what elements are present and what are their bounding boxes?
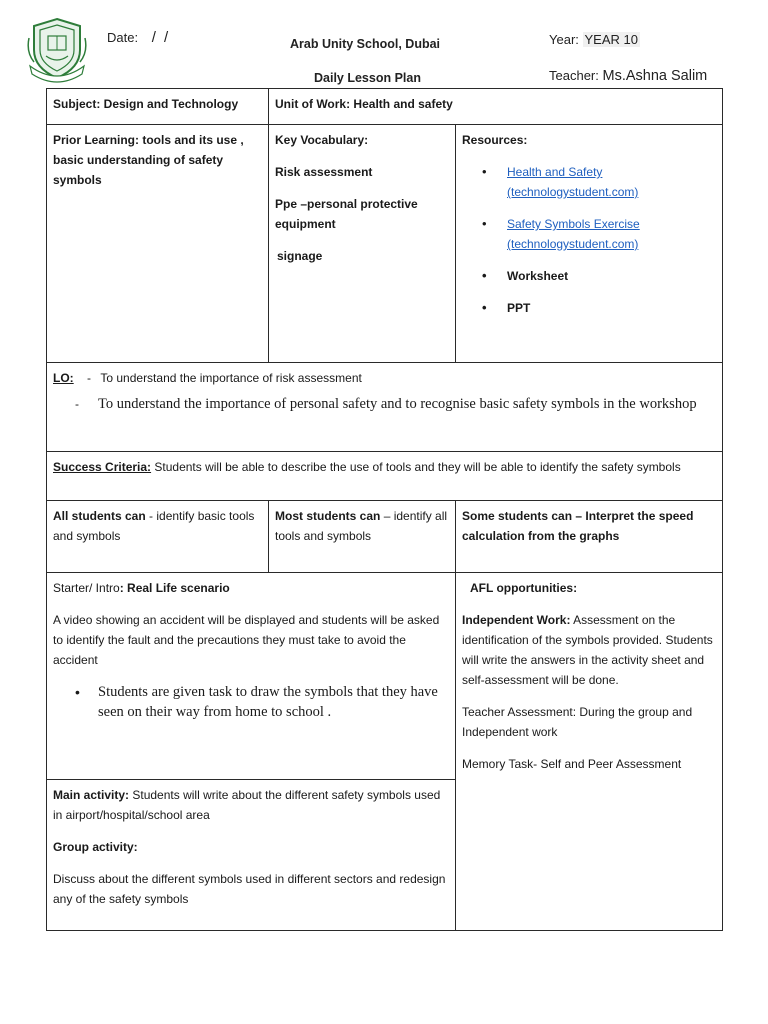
lo-line-1: [53, 368, 716, 388]
vocab-item: Risk assessment: [275, 165, 373, 179]
starter-heading: [53, 578, 449, 598]
resource-item: • PPT: [462, 298, 716, 318]
afl-heading: AFL opportunities:: [470, 581, 578, 595]
date-label: Date:: [107, 30, 139, 45]
unit-cell: Unit of Work: Health and safety: [268, 88, 723, 125]
vocab-item: Ppe –personal protective equipment: [275, 197, 418, 231]
vocabulary-cell: [268, 124, 456, 363]
most-students-text: – identify all tools and symbols: [275, 509, 448, 543]
resources-list: [462, 162, 716, 318]
resource-link-health-safety[interactable]: Health and Safety (technologystudent.com): [507, 165, 639, 199]
main-activity: [53, 785, 449, 825]
afl-independent-label: Independent Work:: [462, 613, 571, 627]
resource-item[interactable]: [462, 214, 716, 254]
lo-line-2: [53, 394, 716, 414]
afl-memory-task: Memory Task- Self and Peer Assessment: [462, 757, 682, 771]
year-field: [549, 32, 640, 47]
teacher-label: Teacher:: [549, 68, 599, 83]
afl-teacher-assessment: Teacher Assessment: During the group and Independent work: [462, 705, 693, 739]
teacher-field: [549, 68, 707, 84]
starter-title: : Real Life scenario: [119, 581, 230, 595]
success-criteria-label: Success Criteria:: [53, 460, 152, 474]
lo-dash: -: [75, 397, 79, 411]
starter-bullet-text: Students are given task to draw the symbols that they have seen on their way from home to school .: [98, 684, 438, 720]
plan-title: Daily Lesson Plan: [314, 71, 421, 85]
date-value: / /: [151, 29, 171, 46]
prior-learning-cell: Prior Learning: tools and its use , basic understanding of safety symbols: [46, 124, 269, 363]
main-activity-cell: [46, 779, 456, 931]
group-activity-text: Discuss about the different symbols used in different sectors and redesign any of the safety symbols: [53, 872, 446, 906]
subject-cell: Subject: Design and Technology: [46, 88, 269, 125]
teacher-value: Ms.Ashna Salim: [602, 68, 708, 84]
resource-link-safety-symbols[interactable]: Safety Symbols Exercise (technologystudent.com): [507, 217, 640, 251]
all-students-cell: [46, 500, 269, 573]
all-students-text: - identify basic tools and symbols: [53, 509, 255, 543]
lo-item-1: To understand the importance of risk assessment: [100, 371, 362, 385]
afl-independent: [462, 610, 716, 690]
bullet-icon: •: [75, 684, 80, 700]
school-logo: [26, 16, 88, 84]
year-label: Year:: [549, 32, 579, 47]
lo-dash: -: [87, 371, 92, 385]
vocab-item: signage: [277, 249, 323, 263]
success-criteria-text: Students will be able to describe the use of tools and they will be able to identify the safety symbols: [151, 460, 681, 474]
starter-bullet: [53, 682, 449, 722]
some-students-cell: Some students can – Interpret the speed calculation from the graphs: [455, 500, 723, 573]
most-students-label: Most students can: [275, 509, 381, 523]
school-name: Arab Unity School, Dubai: [290, 37, 441, 51]
main-activity-label: Main activity:: [53, 788, 130, 802]
success-criteria-cell: [46, 451, 723, 501]
date-field: [107, 29, 170, 46]
resources-cell: [455, 124, 723, 363]
all-students-label: All students can: [53, 509, 146, 523]
lo-cell: [46, 362, 723, 452]
lo-item-2: To understand the importance of personal safety and to recognise basic safety symbols in the workshop: [98, 396, 697, 412]
group-activity-label: Group activity:: [53, 840, 138, 854]
afl-independent-text: Assessment on the identification of the symbols provided. Students will write the answers in the activity sheet and self-assessment will be done.: [462, 613, 713, 687]
resource-item[interactable]: [462, 162, 716, 202]
year-value: YEAR 10: [584, 32, 638, 47]
lo-label: LO:: [53, 371, 74, 385]
starter-label: Starter/ Intro: [53, 581, 120, 595]
starter-paragraph: A video showing an accident will be displayed and students will be asked to identify the fault and the precautions they must take to avoid the accident: [53, 613, 440, 667]
most-students-cell: [268, 500, 456, 573]
afl-cell: [455, 572, 723, 931]
main-activity-text: Students will write about the different safety symbols used in airport/hospital/school area: [53, 788, 441, 822]
resources-heading: Resources:: [462, 133, 528, 147]
starter-cell: [46, 572, 456, 780]
vocabulary-heading: Key Vocabulary:: [275, 133, 369, 147]
resource-item: • Worksheet: [462, 266, 716, 286]
